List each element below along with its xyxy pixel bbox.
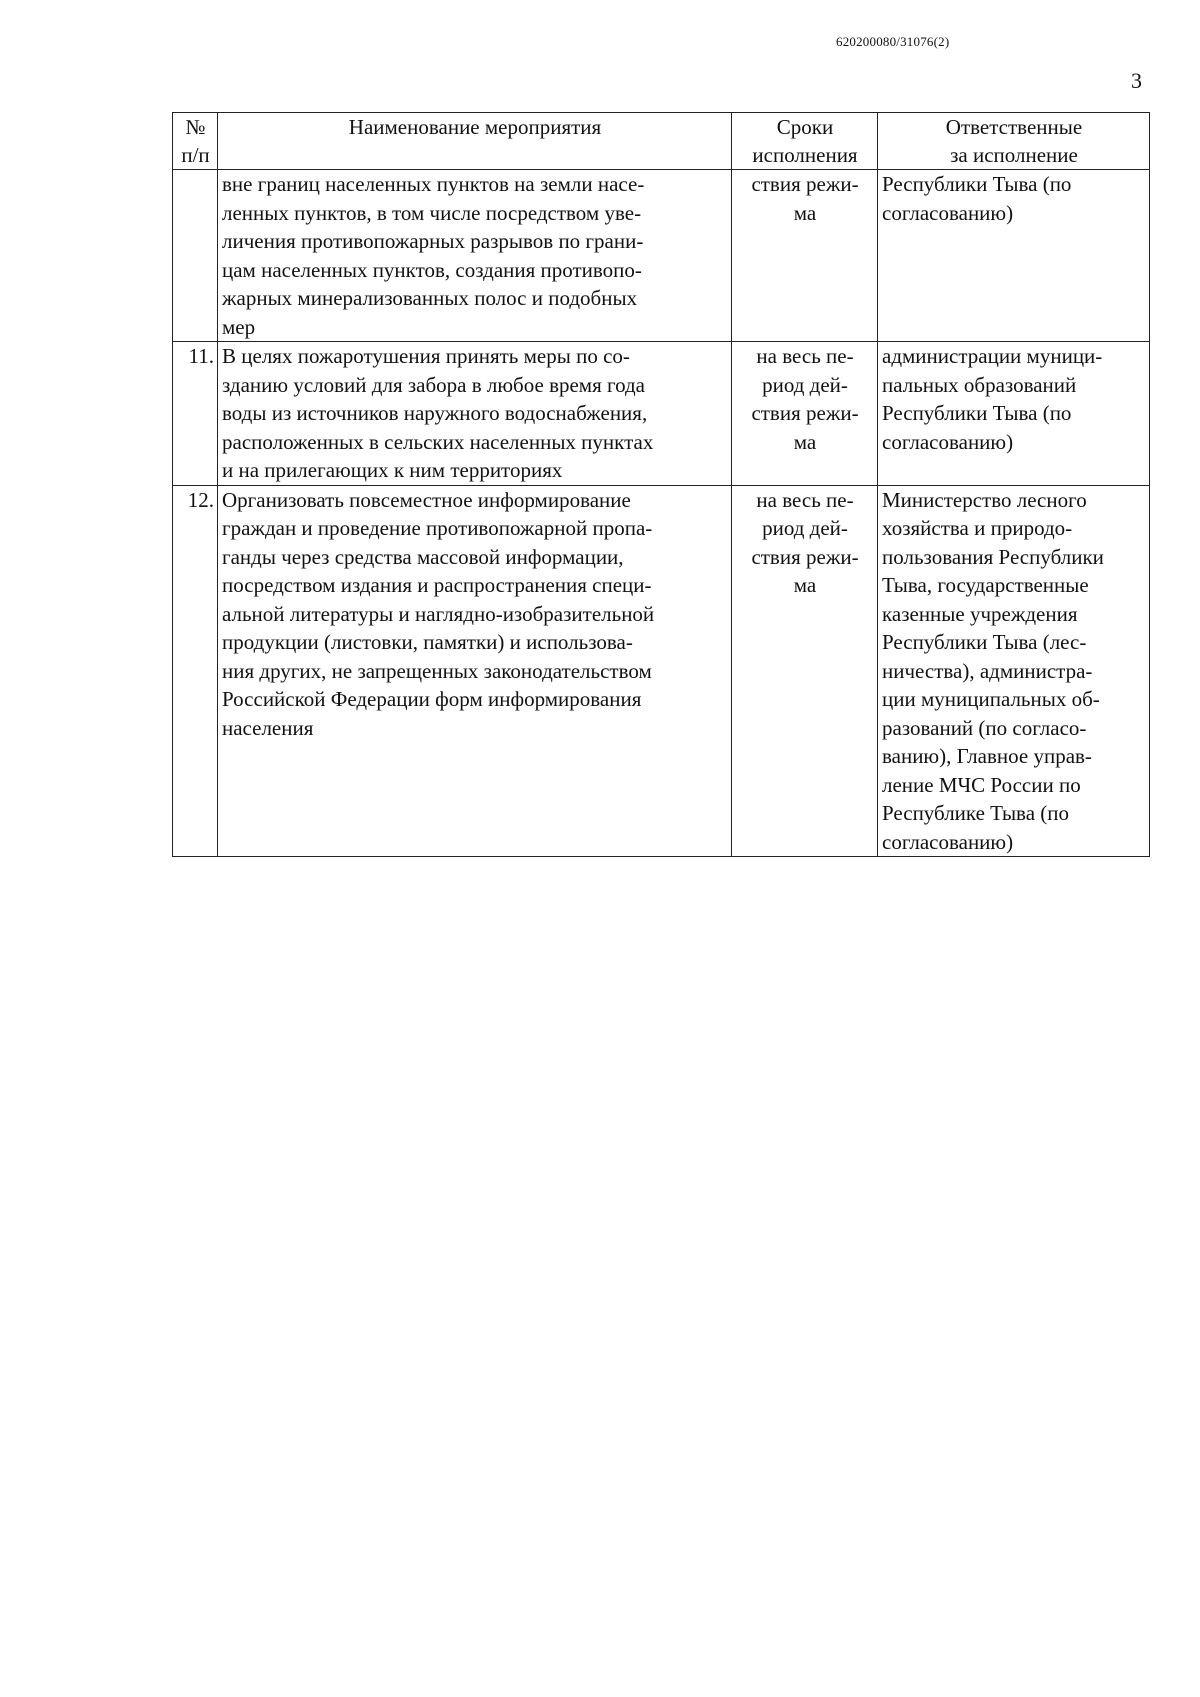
header-name [218,113,732,170]
measure-name-line: расположенных в сельских населенных пунктах [222,429,654,454]
responsible-parties-line: Республике Тыва (по [882,801,1069,825]
measure-name-line: ния других, не запрещенных законодательством [222,658,652,683]
measure-name-cell [218,170,732,342]
measure-name-line: жарных минерализованных полос и подобных [222,286,638,310]
responsible-parties-cell [878,485,1150,857]
measure-name-line: ганды через средства массовой информации, [222,544,624,569]
responsible-parties-line: Республики Тыва (по [882,401,1072,425]
header-number-line: п/п [181,143,210,167]
execution-term-line: риод дей- [762,516,848,540]
execution-term-cell [732,342,878,486]
responsible-parties-line: Республики Тыва (по [882,172,1072,196]
measure-name-line: ленных пунктов, в том числе посредством уве- [222,200,642,225]
execution-term-line: на весь пе- [756,487,854,512]
responsible-parties-line: ление МЧС России по [882,772,1081,797]
table-row [173,342,1150,486]
header-name-line: Наименование мероприятия [348,115,602,139]
responsible-parties-line: пользования Республики [882,544,1104,569]
table-body [173,170,1150,857]
page-number: 3 [1131,68,1142,93]
execution-term-line: ма [793,429,817,454]
measure-name-line: личения противопожарных разрывов по грани- [222,229,644,253]
responsible-parties-line: хозяйства и природо- [882,516,1073,540]
header-term [732,113,878,170]
measure-name-line: цам населенных пунктов, создания противопо- [222,257,642,282]
row-number [173,170,218,342]
measure-name-line: альной литературы и наглядно-изобразительной [222,601,655,626]
responsible-parties-line: Министерство лесного [882,487,1087,512]
header-responsible-line: Ответственные [945,115,1083,139]
responsible-parties-line: согласованию) [882,429,1014,454]
execution-term-line: ствия режи- [751,401,859,425]
execution-term-line: риод дей- [762,372,848,397]
responsible-parties-line: ничества), администра- [882,658,1093,683]
execution-term-line: на весь пе- [756,344,854,368]
responsible-parties-line: согласованию) [882,200,1014,225]
measure-name-line: вне границ населенных пунктов на земли насе- [222,172,645,196]
measure-name-line: Российской Федерации форм информирования [222,687,642,711]
measure-name-line: продукции (листовки, памятки) и использова- [222,630,633,654]
responsible-parties-line: ванию), Главное управ- [882,744,1092,768]
table-row [173,170,1150,342]
responsible-parties-cell [878,170,1150,342]
header-responsible [878,113,1150,170]
responsible-parties-line: ции муниципальных об- [882,687,1100,711]
measure-name-line: зданию условий для забора в любое время года [222,372,645,397]
execution-term-line: ма [793,200,817,225]
header-number [173,113,218,170]
measure-name-line: граждан и проведение противопожарной пропа- [222,516,653,540]
execution-term-cell [732,485,878,857]
table-row [173,485,1150,857]
measure-name-line: Организовать повсеместное информирование [222,487,631,512]
header-number-line: № [185,115,206,139]
responsible-parties-line: разований (по согласо- [882,715,1087,740]
measure-name-cell [218,342,732,486]
measure-name-line: мер [222,314,256,339]
responsible-parties-line: администрации муници- [882,344,1103,368]
row-number: 12. [173,485,218,857]
header-term-line: исполнения [752,143,858,167]
responsible-parties-cell [878,342,1150,486]
measure-name-line: В целях пожаротушения принять меры по со- [222,344,630,368]
execution-term-line: ствия режи- [751,544,859,569]
measure-name-line: и на прилегающих к ним территориях [222,458,563,482]
responsible-parties-line: согласованию) [882,829,1014,854]
measure-name-line: населения [222,715,314,740]
row-number: 11. [173,342,218,486]
responsible-parties-line: Тыва, государственные [882,573,1089,597]
responsible-parties-line: казенные учреждения [882,601,1078,626]
execution-term-line: ма [793,573,817,597]
responsible-parties-line: пальных образований [882,372,1077,397]
measure-name-line: воды из источников наружного водоснабжения, [222,401,648,425]
execution-term-line: ствия режи- [751,172,859,196]
header-row [173,113,1150,170]
execution-term-cell [732,170,878,342]
table-header [173,113,1150,170]
header-responsible-line: за исполнение [950,143,1078,167]
measures-table [172,112,1150,857]
responsible-parties-line: Республики Тыва (лес- [882,630,1087,654]
document-id: 620200080/31076(2) [836,34,950,49]
header-term-line: Сроки [776,115,834,139]
measure-name-line: посредством издания и распространения специ- [222,573,652,597]
measure-name-cell [218,485,732,857]
